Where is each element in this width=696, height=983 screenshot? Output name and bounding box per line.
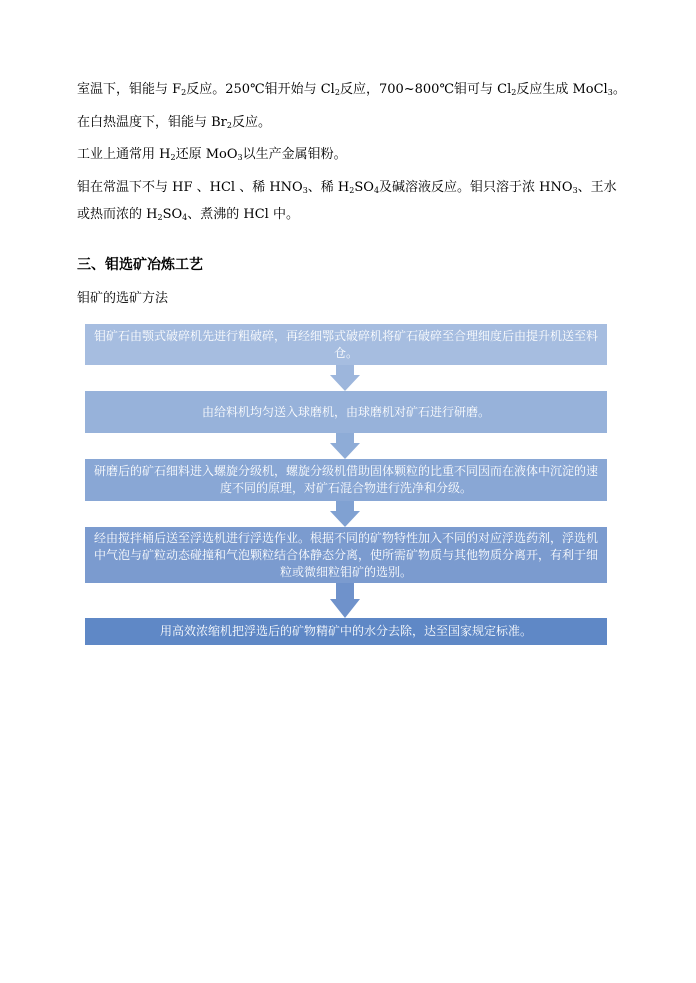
down-arrow-icon (330, 583, 360, 618)
arrow-shape (330, 501, 360, 527)
flow-step-flotation: 经由搅拌桶后送至浮选机进行浮选作业。根据不同的矿物特性加入不同的对应浮选药剂，浮选机中气泡与矿粒动态碰撞和气泡颗粒结合体静态分离，使所需矿物质与其他物质分离开，有利于细粒或微细粒钼矿的选别。 (85, 527, 607, 583)
down-arrow-icon (330, 501, 360, 527)
section-heading: 三、钼选矿冶炼工艺 (77, 257, 203, 273)
flow-step-crushing: 钼矿石由颚式破碎机先进行粗破碎，再经细鄂式破碎机将矿石破碎至合理细度后由提升机送至料仓。 (85, 324, 607, 365)
chem-line-4: 钼在常温下不与 HF 、HCl 、稀 $HNO_3$、稀 $H_2SO_4$及碱溶液反应。钼只溶于浓 $HNO_3$、王水 (77, 180, 617, 195)
chem-line-2: 在白热温度下，钼能与 $Br_2$反应。 (77, 115, 272, 130)
chem-line-3: 工业上通常用 $H_2$还原 MoO$_3$以生产金属钼粉。 (77, 147, 347, 162)
chem-line-1: 室温下，钼能与 $F_2$反应。250℃钼开始与 $Cl_2$反应，700~800℃钼可与 $Cl_2$反应生成 MoCl$_3$。 (77, 82, 626, 97)
section-subheading: 钼矿的选矿方法 (77, 291, 169, 306)
arrow-shape (330, 433, 360, 459)
down-arrow-icon (330, 433, 360, 459)
flow-step-grinding: 由给料机均匀送入球磨机，由球磨机对矿石进行研磨。 (85, 391, 607, 433)
flow-step-classifying: 研磨后的矿石细料进入螺旋分级机，螺旋分级机借助固体颗粒的比重不同因而在液体中沉淀的速度不同的原理，对矿石混合物进行洗净和分级。 (85, 459, 607, 501)
flow-step-thickening: 用高效浓缩机把浮选后的矿物精矿中的水分去除，达至国家规定标准。 (85, 618, 607, 645)
down-arrow-icon (330, 365, 360, 391)
arrow-shape (330, 365, 360, 391)
arrow-shape (330, 583, 360, 618)
chem-line-5: 或热而浓的 $H_2SO_4$、煮沸的 HCl 中。 (77, 207, 299, 222)
